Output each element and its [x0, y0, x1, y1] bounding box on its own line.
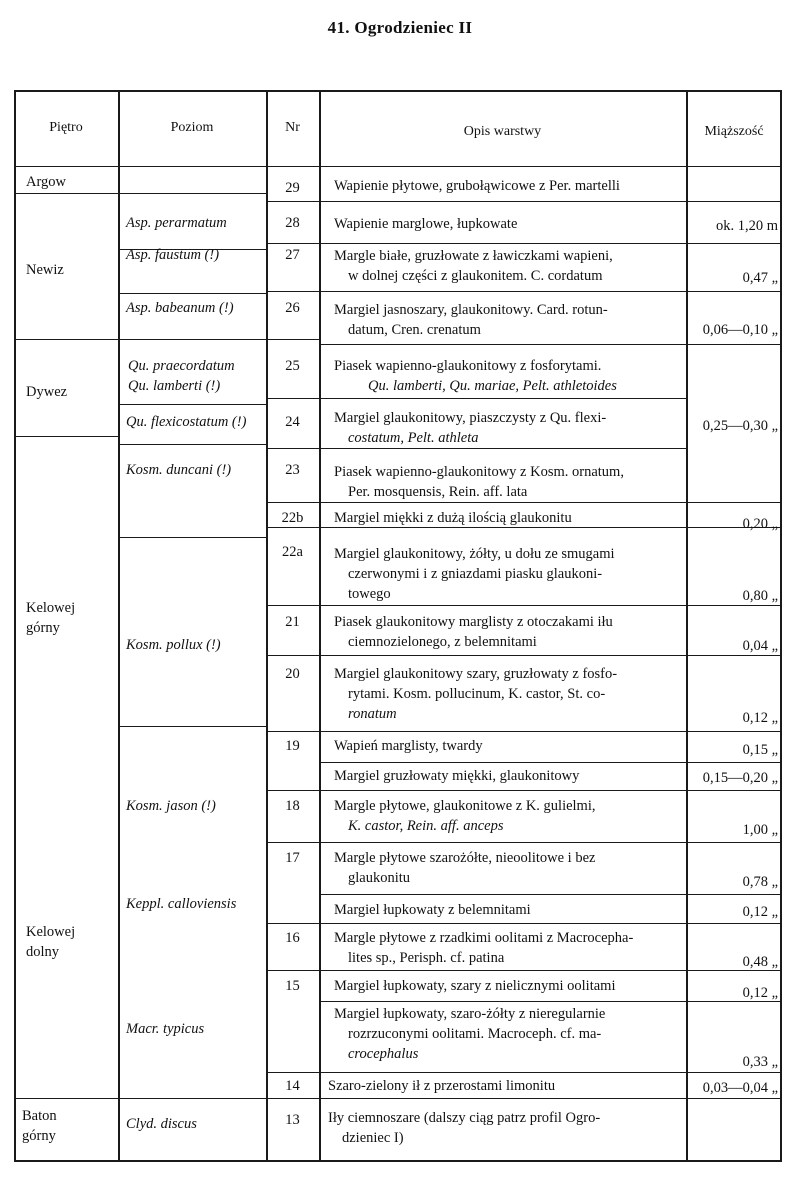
- stratigraphic-table: Piętro Poziom Nr Opis warstwy Miąższość Argow Newiz Dywez Kelowej górny Kelowej dolny Baton górny Asp. perarmatum Asp. faustum (!) Asp. babeanum (!) Qu. praecordatum Qu. lamberti (!) Qu. flexicostatum (!) Kosm. duncani (!) Kosm. pollux (!) Kosm. jason (!) Keppl. calloviensis Macr. typicus Clyd. discus 29 28 27 26 25 24 23 22b 22a 21 20 19 18 17 16 15 14 13 Wapienie płytowe, grubołąwicowe z Per. martelli Wapienie marglowe, łupkowate Margle białe, gruzłowate z ławiczkami wapieni, w dolnej części z glaukonitem. C. cordatum Margiel jasnoszary, glaukonitowy. Card. rotun- datum, Cren. crenatum Piasek wapienno-glaukonitowy z fosforytami. Qu. lamberti, Qu. mariae, Pelt. athletoides Margiel glaukonitowy, piaszczysty z Qu. flexi- costatum, Pelt. athleta Piasek wapienno-glaukonitowy z Kosm. ornatum, Per. mosquensis, Rein. aff. lata Margiel miękki z dużą ilością glaukonitu Margiel glaukonitowy, żółty, u dołu ze smugami czerwonymi i z gniazdami piasku glaukoni- towego Piasek glaukonitowy marglisty z otoczakami iłu ciemnozielonego, z belemnitami Margiel glaukonitowy szary, gruzłowaty z fosfo- rytami. Kosm. pollucinum, K. castor, St. co- ronatum Wapień marglisty, twardy Margiel gruzłowaty miękki, glaukonitowy Margle płytowe, glaukonitowe z K. gulielmi, K. castor, Rein. aff. anceps Margle płytowe szarożółte, nieoolitowe i bez glaukonitu Margiel łupkowaty z belemnitami Margle płytowe z rzadkimi oolitami z Macrocepha- lites sp., Perisph. cf. patina Margiel łupkowaty, szary z nielicznymi oolitami Margiel łupkowaty, szaro-żółty z nieregularnie rozrzuconymi oolitami. Macroceph. cf. ma- crocephalus Szaro-zielony ił z przerostami limonitu Iły ciemnoszare (dalszy ciąg patrz profil Ogro- dzieniec I) ok. 1,20 m 0,47 „ 0,06—0,10 „ 0,25—0,30 „ 0,20 „ 0,80 „ 0,04 „ 0,12 „ 0,15 „ 0,15—0,20 „ 1,00 „ 0,78 „ 0,12 „ 0,48 „ 0,12 „ 0,33 „ 0,03—0,04 „: [14, 90, 782, 1162]
- opis-24: Margiel glaukonitowy, piaszczysty z Qu. flexi- costatum, Pelt. athleta: [334, 410, 607, 446]
- nr-23: 23: [285, 462, 300, 478]
- nr-24: 24: [285, 414, 300, 430]
- pietro-argow: Argow: [26, 174, 67, 190]
- thickness-21: 0,04 „: [742, 638, 778, 654]
- poziom-keppl-calloviensis: Keppl. calloviensis: [126, 896, 237, 912]
- header-nr: Nr: [285, 120, 300, 135]
- thickness-17: 0,78 „: [742, 874, 778, 890]
- poziom-kosm-duncani: Kosm. duncani (!): [126, 462, 232, 478]
- opis-17b: Margiel łupkowaty z belemnitami: [334, 902, 531, 918]
- nr-19: 19: [285, 738, 300, 754]
- poziom-qu-praecordatum: Qu. praecordatum Qu. lamberti (!): [128, 358, 235, 394]
- opis-27: Margle białe, gruzłowate z ławiczkami wapieni, w dolnej części z glaukonitem. C. cordatum: [334, 248, 613, 284]
- nr-29: 29: [285, 180, 300, 196]
- pietro-newiz: Newiz: [26, 262, 64, 278]
- nr-25: 25: [285, 358, 300, 374]
- opis-22b: Margiel miękki z dużą ilością glaukonitu: [334, 510, 572, 526]
- nr-22a: 22a: [282, 544, 303, 560]
- opis-26: Margiel jasnoszary, glaukonitowy. Card. rotun- datum, Cren. crenatum: [334, 302, 608, 338]
- pietro-kelowej-gorny: Kelowej górny: [26, 600, 76, 636]
- poziom-kosm-jason: Kosm. jason (!): [126, 798, 216, 814]
- thickness-19: 0,15 „: [742, 742, 778, 758]
- thickness-15b: 0,33 „: [742, 1054, 778, 1070]
- thickness-22b: 0,20 „: [742, 516, 778, 532]
- poziom-macr-typicus: Macr. typicus: [126, 1021, 205, 1037]
- header-poziom: Poziom: [170, 120, 214, 135]
- nr-16: 16: [285, 930, 300, 946]
- poziom-kosm-pollux: Kosm. pollux (!): [126, 637, 221, 653]
- thickness-14: 0,03—0,04 „: [702, 1080, 778, 1096]
- thickness-24: 0,25—0,30 „: [702, 418, 778, 434]
- opis-22a: Margiel glaukonitowy, żółty, u dołu ze smugami czerwonymi i z gniazdami piasku glaukoni- towego: [334, 546, 615, 602]
- thickness-20: 0,12 „: [742, 710, 778, 726]
- poziom-qu-flexicostatum: Qu. flexicostatum (!): [126, 414, 247, 430]
- opis-19: Wapień marglisty, twardy: [334, 738, 483, 754]
- nr-15: 15: [285, 978, 300, 994]
- opis-28: Wapienie marglowe, łupkowate: [334, 216, 518, 232]
- opis-18: Margle płytowe, glaukonitowe z K. gulielmi, K. castor, Rein. aff. anceps: [334, 798, 596, 834]
- thickness-28: ok. 1,20 m: [715, 218, 778, 234]
- opis-13: Iły ciemnoszare (dalszy ciąg patrz profil Ogro- dzieniec I): [328, 1110, 601, 1146]
- page-title: 41. Ogrodzieniec II: [327, 18, 473, 37]
- thickness-19b: 0,15—0,20 „: [702, 770, 778, 786]
- thickness-27: 0,47 „: [742, 270, 778, 286]
- header-opis: Opis warstwy: [463, 124, 542, 139]
- header-pietro: Piętro: [49, 120, 83, 135]
- nr-14: 14: [285, 1078, 300, 1094]
- poziom-asp-babeanum: Asp. babeanum (!): [126, 300, 234, 316]
- nr-26: 26: [285, 300, 300, 316]
- opis-23: Piasek wapienno-glaukonitowy z Kosm. ornatum, Per. mosquensis, Rein. aff. lata: [334, 464, 624, 500]
- thickness-22a: 0,80 „: [742, 588, 778, 604]
- opis-14: Szaro-zielony ił z przerostami limonitu: [328, 1078, 556, 1094]
- opis-20: Margiel glaukonitowy szary, gruzłowaty z fosfo- rytami. Kosm. pollucinum, K. castor, St. co- ronatum: [334, 666, 618, 722]
- pietro-baton-gorny: Baton górny: [22, 1108, 57, 1144]
- opis-15: Margiel łupkowaty, szary z nielicznymi oolitami: [334, 978, 616, 994]
- opis-15b: Margiel łupkowaty, szaro-żółty z nieregularnie rozrzuconymi oolitami. Macroceph. cf. ma- crocephalus: [334, 1006, 606, 1062]
- opis-29: Wapienie płytowe, grubołąwicowe z Per. martelli: [334, 178, 620, 194]
- thickness-17b: 0,12 „: [742, 904, 778, 920]
- nr-13: 13: [285, 1112, 300, 1128]
- nr-20: 20: [285, 666, 300, 682]
- poziom-asp-faustum: Asp. faustum (!): [126, 247, 220, 263]
- opis-19b: Margiel gruzłowaty miękki, glaukonitowy: [334, 768, 580, 784]
- opis-17: Margle płytowe szarożółte, nieoolitowe i bez glaukonitu: [334, 850, 596, 886]
- nr-28: 28: [285, 215, 300, 231]
- pietro-kelowej-dolny: Kelowej dolny: [26, 924, 76, 960]
- nr-17: 17: [285, 850, 300, 866]
- nr-18: 18: [285, 798, 300, 814]
- nr-27: 27: [285, 247, 300, 263]
- opis-16: Margle płytowe z rzadkimi oolitami z Macrocepha- lites sp., Perisph. cf. patina: [334, 930, 634, 966]
- poziom-asp-perarmatum: Asp. perarmatum: [126, 215, 227, 231]
- thickness-18: 1,00 „: [742, 822, 778, 838]
- header-miazszosc: Miąższość: [704, 124, 764, 139]
- thickness-26: 0,06—0,10 „: [702, 322, 778, 338]
- nr-21: 21: [285, 614, 300, 630]
- pietro-dywez: Dywez: [26, 384, 68, 400]
- opis-21: Piasek glaukonitowy marglisty z otoczakami iłu ciemnozielonego, z belemnitami: [334, 614, 613, 650]
- thickness-16: 0,48 „: [742, 954, 778, 970]
- thickness-15: 0,12 „: [742, 985, 778, 1001]
- opis-25: Piasek wapienno-glaukonitowy z fosforytami. Qu. lamberti, Qu. mariae, Pelt. athletoides: [334, 358, 617, 394]
- nr-22b: 22b: [281, 510, 304, 526]
